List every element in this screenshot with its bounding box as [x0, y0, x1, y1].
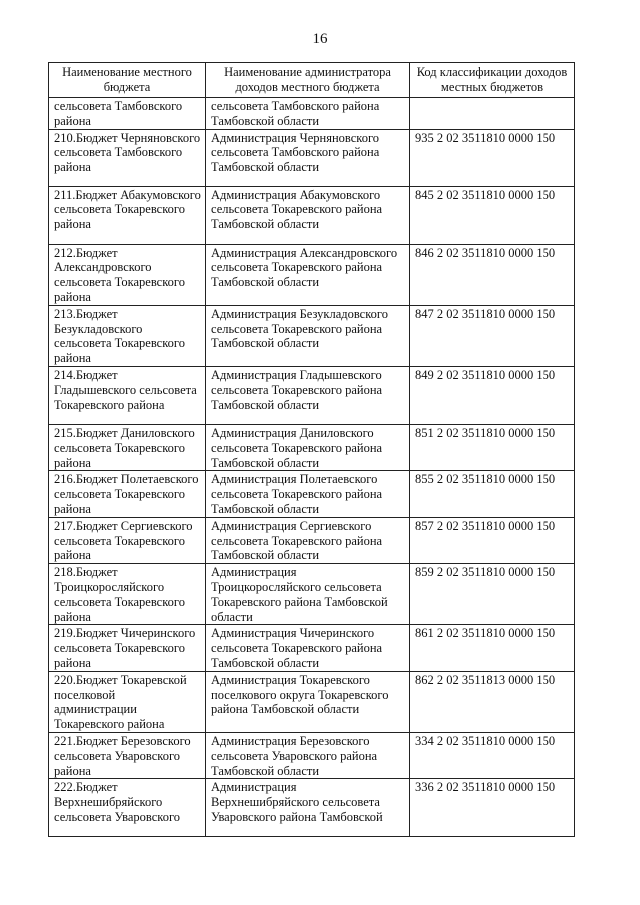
budget-name-cell: сельсовета Тамбовского района [49, 98, 206, 130]
classification-code-cell: 851 2 02 3511810 0000 150 [410, 424, 575, 470]
budget-table [48, 62, 575, 837]
table-row [49, 186, 575, 244]
budget-name-cell: 220.Бюджет Токаревской поселковой администрации Токаревского района [49, 671, 206, 732]
classification-code-cell: 862 2 02 3511813 0000 150 [410, 671, 575, 732]
budget-name-cell: 210.Бюджет Черняновского сельсовета Тамбовского района [49, 129, 206, 186]
table-row [49, 244, 575, 305]
table-row [49, 517, 575, 563]
budget-name-cell: 212.Бюджет Александровского сельсовета Токаревского района [49, 244, 206, 305]
budget-name-cell: 217.Бюджет Сергиевского сельсовета Токаревского района [49, 517, 206, 563]
administrator-name-cell: Администрация Черняновского сельсовета Тамбовского района Тамбовской области [206, 129, 410, 186]
classification-code-cell: 861 2 02 3511810 0000 150 [410, 625, 575, 671]
classification-code-cell: 847 2 02 3511810 0000 150 [410, 305, 575, 366]
table-row [49, 98, 575, 130]
administrator-name-cell: Администрация Даниловского сельсовета Токаревского района Тамбовской области [206, 424, 410, 470]
classification-code-cell: 334 2 02 3511810 0000 150 [410, 732, 575, 778]
table-row [49, 732, 575, 778]
classification-code-cell: 857 2 02 3511810 0000 150 [410, 517, 575, 563]
header-classification-code: Код классификации доходов местных бюджетов [410, 63, 575, 98]
table-row [49, 779, 575, 837]
classification-code-cell: 846 2 02 3511810 0000 150 [410, 244, 575, 305]
administrator-name-cell: Администрация Сергиевского сельсовета Токаревского района Тамбовской области [206, 517, 410, 563]
administrator-name-cell: Администрация Полетаевского сельсовета Токаревского района Тамбовской области [206, 471, 410, 517]
table-row [49, 424, 575, 470]
classification-code-cell: 845 2 02 3511810 0000 150 [410, 186, 575, 244]
classification-code-cell [410, 98, 575, 130]
budget-name-cell: 221.Бюджет Березовского сельсовета Уваровского района [49, 732, 206, 778]
classification-code-cell: 859 2 02 3511810 0000 150 [410, 564, 575, 625]
administrator-name-cell: Администрация Верхнешибряйского сельсовета Уваровского района Тамбовской [206, 779, 410, 837]
page-number: 16 [312, 31, 328, 47]
administrator-name-cell: Администрация Безукладовского сельсовета Токаревского района Тамбовской области [206, 305, 410, 366]
header-administrator-name: Наименование администратора доходов местного бюджета [206, 63, 410, 98]
budget-name-cell: 218.Бюджет Троицкоросляйского сельсовета Токаревского района [49, 564, 206, 625]
table-row [49, 305, 575, 366]
budget-name-cell: 216.Бюджет Полетаевского сельсовета Токаревского района [49, 471, 206, 517]
budget-name-cell: 222.Бюджет Верхнешибряйского сельсовета Уваровского [49, 779, 206, 837]
budget-name-cell: 211.Бюджет Абакумовского сельсовета Токаревского района [49, 186, 206, 244]
table-row [49, 625, 575, 671]
table-row [49, 471, 575, 517]
classification-code-cell: 855 2 02 3511810 0000 150 [410, 471, 575, 517]
budget-name-cell: 214.Бюджет Гладышевского сельсовета Токаревского района [49, 366, 206, 424]
classification-code-cell: 935 2 02 3511810 0000 150 [410, 129, 575, 186]
administrator-name-cell: Администрация Березовского сельсовета Уваровского района Тамбовской области [206, 732, 410, 778]
table-row [49, 671, 575, 732]
budget-name-cell: 219.Бюджет Чичеринского сельсовета Токаревского района [49, 625, 206, 671]
administrator-name-cell: Администрация Чичеринского сельсовета Токаревского района Тамбовской области [206, 625, 410, 671]
classification-code-cell: 336 2 02 3511810 0000 150 [410, 779, 575, 837]
administrator-name-cell: Администрация Абакумовского сельсовета Токаревского района Тамбовской области [206, 186, 410, 244]
administrator-name-cell: Администрация Александровского сельсовета Токаревского района Тамбовской области [206, 244, 410, 305]
header-budget-name: Наименование местного бюджета [49, 63, 206, 98]
table-row [49, 564, 575, 625]
administrator-name-cell: сельсовета Тамбовского района Тамбовской области [206, 98, 410, 130]
classification-code-cell: 849 2 02 3511810 0000 150 [410, 366, 575, 424]
administrator-name-cell: Администрация Токаревского поселкового округа Токаревского района Тамбовской области [206, 671, 410, 732]
table-row [49, 366, 575, 424]
budget-name-cell: 215.Бюджет Даниловского сельсовета Токаревского района [49, 424, 206, 470]
table-row [49, 129, 575, 186]
budget-name-cell: 213.Бюджет Безукладовского сельсовета Токаревского района [49, 305, 206, 366]
administrator-name-cell: Администрация Троицкоросляйского сельсовета Токаревского района Тамбовской области [206, 564, 410, 625]
administrator-name-cell: Администрация Гладышевского сельсовета Токаревского района Тамбовской области [206, 366, 410, 424]
table-header-row [49, 63, 575, 98]
